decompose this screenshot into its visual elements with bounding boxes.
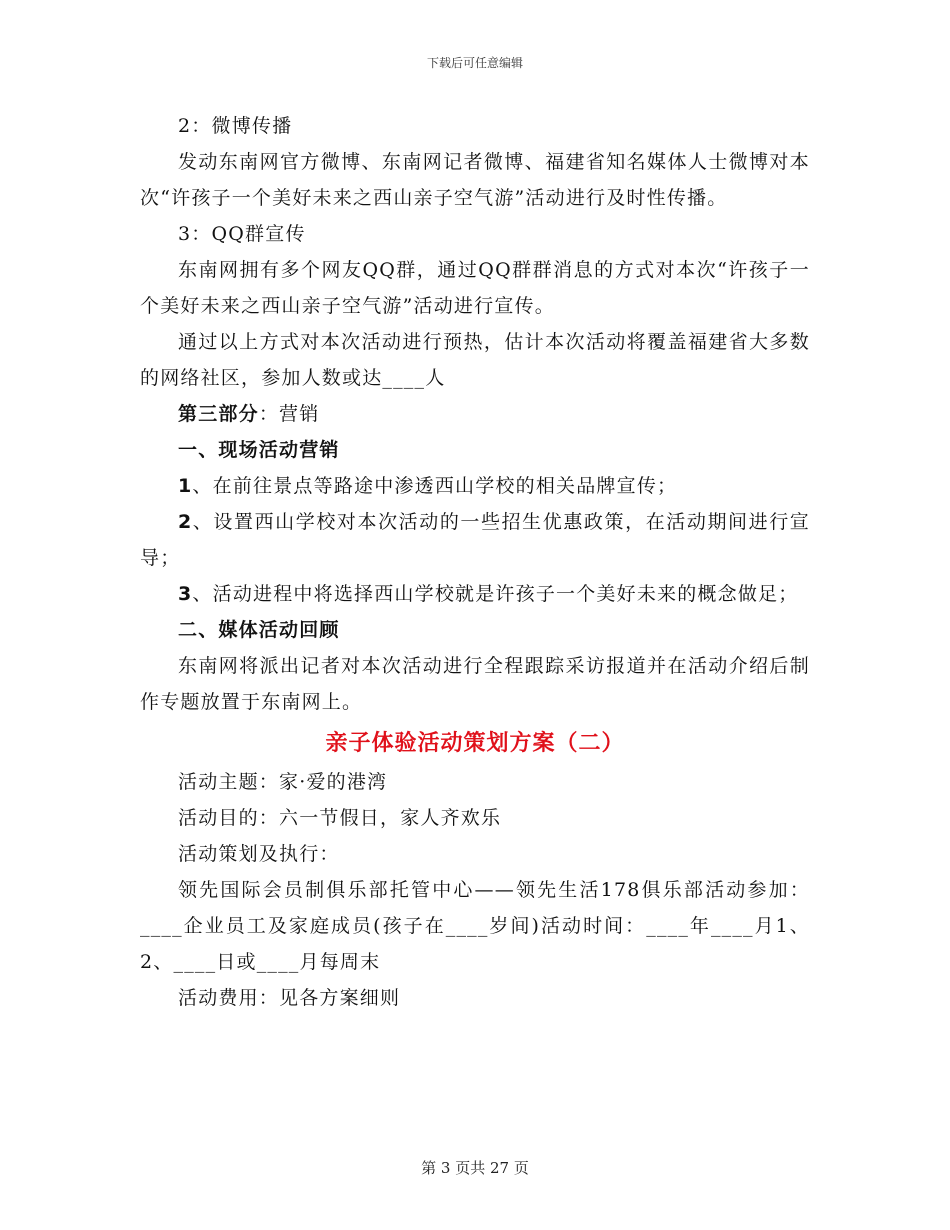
marketing-item-1-text: 、在前往景点等路途中渗透西山学校的相关品牌宣传； xyxy=(192,475,678,497)
page-footer: 第 3 页共 27 页 xyxy=(421,1159,529,1177)
page-header: 下载后可任意编辑 xyxy=(426,56,523,70)
paragraph-qq-heading: 3：QQ群宣传 xyxy=(178,223,306,245)
activity-planning: 活动策划及执行： xyxy=(178,843,340,865)
marketing-item-1 xyxy=(140,468,810,504)
activity-cost: 活动费用：见各方案细则 xyxy=(178,987,401,1009)
media-review-body: 东南网将派出记者对本次活动进行全程跟踪采访报道并在活动介绍后制作专题放置于东南网上。 xyxy=(140,655,810,713)
media-review-heading: 二、媒体活动回顾 xyxy=(178,619,340,641)
onsite-marketing-heading: 一、现场活动营销 xyxy=(178,439,340,461)
marketing-item-2-number: 2 xyxy=(178,511,193,533)
document-body xyxy=(140,108,810,1016)
marketing-item-3-text: 、活动进程中将选择西山学校就是许孩子一个美好未来的概念做足； xyxy=(192,583,799,605)
section-three-heading xyxy=(140,396,810,432)
activity-purpose: 活动目的：六一节假日，家人齐欢乐 xyxy=(178,807,502,829)
marketing-item-3 xyxy=(140,576,810,612)
activity-theme: 活动主题：家·爱的港湾 xyxy=(178,771,388,793)
section-two-title: 亲子体验活动策划方案（二） xyxy=(325,731,625,756)
section-three-topic: ：营销 xyxy=(258,403,320,425)
paragraph-qq-body: 东南网拥有多个网友QQ群，通过QQ群群消息的方式对本次“许孩子一个美好未来之西山亲子空气游”活动进行宣传。 xyxy=(140,259,810,317)
paragraph-preheat: 通过以上方式对本次活动进行预热，估计本次活动将覆盖福建省大多数的网络社区，参加人数或达____人 xyxy=(140,331,810,389)
marketing-item-2-text: 、设置西山学校对本次活动的一些招生优惠政策，在活动期间进行宣导； xyxy=(140,511,810,569)
marketing-item-3-number: 3 xyxy=(178,583,193,605)
marketing-item-2 xyxy=(140,504,810,576)
section-three-label: 第三部分 xyxy=(178,403,259,425)
marketing-item-1-number: 1 xyxy=(178,475,193,497)
paragraph-weibo-body: 发动东南网官方微博、东南网记者微博、福建省知名媒体人士微博对本次“许孩子一个美好未来之西山亲子空气游”活动进行及时性传播。 xyxy=(140,151,810,209)
activity-details: 领先国际会员制俱乐部托管中心——领先生活178俱乐部活动参加：____企业员工及家庭成员(孩子在____岁间)活动时间：____年____月1、2、____日或____月每周末 xyxy=(140,879,810,973)
paragraph-weibo-heading: 2：微博传播 xyxy=(178,115,293,137)
